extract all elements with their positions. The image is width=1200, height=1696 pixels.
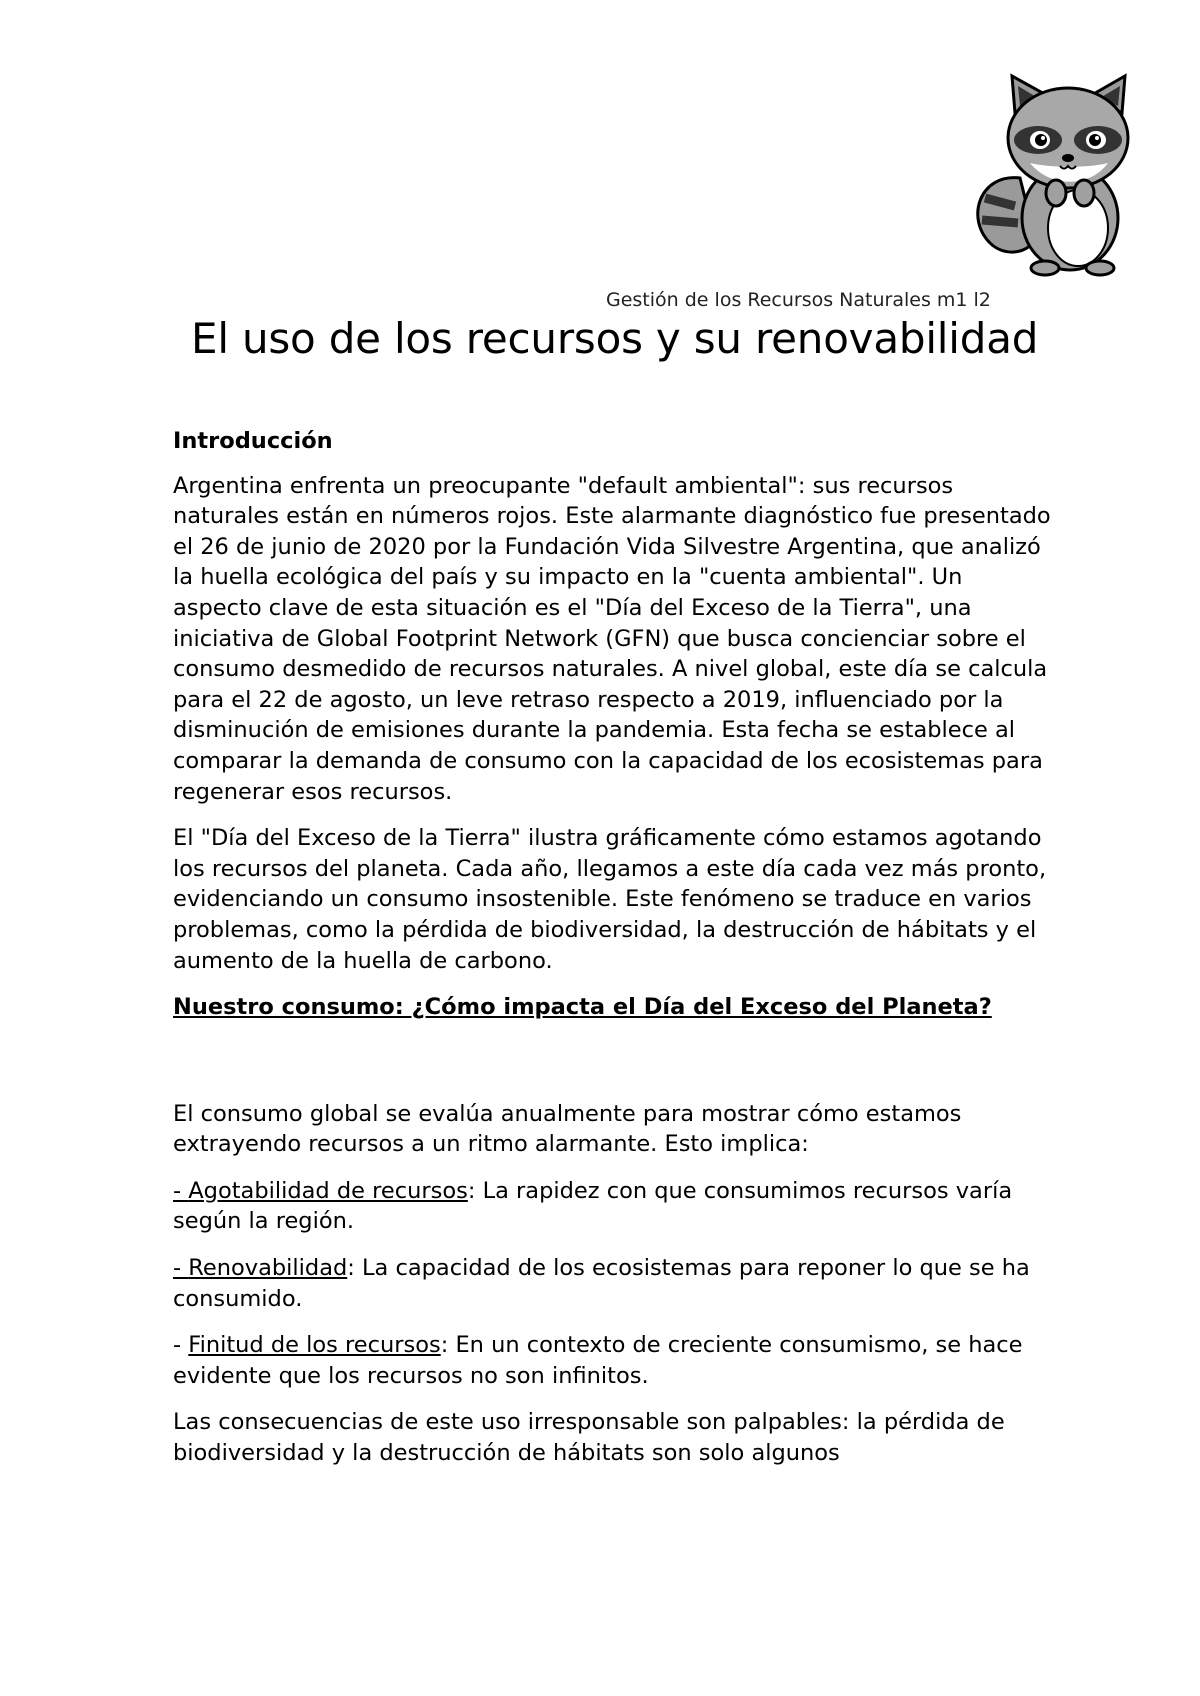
item-text: : En un contexto de creciente consumismo, se hace evidente que los recursos no son infinitos. bbox=[173, 1332, 1023, 1389]
document-subject: Gestión de los Recursos Naturales m1 l2 bbox=[606, 289, 991, 311]
item-text: : La rapidez con que consumimos recursos varía según la región. bbox=[173, 1177, 1013, 1235]
paragraph: Argentina enfrenta un preocupante "default ambiental": sus recursos naturales están en números rojos. Este alarmante diagnóstico fue presentado el 26 de junio de 2020 por la Fundación Vida Silvestre Argentina, que analizó la huella ecológica del país y su impacto en la "cuenta ambiental". Un aspecto clave de esta situación es el "Día del Exceso de la Tierra", una iniciativa de Global Footprint Network (GFN) que busca concienciar sobre el consumo desmedido de recursos naturales. A nivel global, este día se calcula para el 22 de agosto, un leve retraso respecto a 2019, influenciado por la disminución de emisiones durante la pandemia. Esta fecha se establece al comparar la demanda de consumo con la capacidad de los ecosistemas para regenerar esos recursos. bbox=[173, 472, 1051, 805]
item-prefix: - bbox=[173, 1332, 189, 1359]
closing-paragraph: Las consecuencias de este uso irresponsable son palpables: la pérdida de biodiversidad y la destrucción de hábitats son solo algunos bbox=[173, 1409, 1005, 1467]
item-term: Finitud de los recursos bbox=[188, 1332, 441, 1359]
intro-heading: Introducción bbox=[173, 428, 333, 454]
paragraph: El "Día del Exceso de la Tierra" ilustra gráficamente cómo estamos agotando los recursos del planeta. Cada año, llegamos a este día cada vez más pronto, evidenciando un consumo insostenible. Este fenómeno se traduce en varios problemas, como la pérdida de biodiversidad, la destrucción de hábitats y el aumento de la huella de carbono. bbox=[173, 825, 1047, 974]
list-item bbox=[173, 1176, 1053, 1237]
list-item bbox=[173, 1330, 1053, 1391]
list-item bbox=[173, 1253, 1053, 1314]
document-body bbox=[173, 426, 1053, 1485]
section-intro: El consumo global se evalúa anualmente para mostrar cómo estamos extrayendo recursos a un ritmo alarmante. Esto implica: bbox=[173, 1100, 962, 1158]
item-term: Agotabilidad de recursos bbox=[188, 1177, 468, 1204]
item-text: : La capacidad de los ecosistemas para reponer lo que se ha consumido. bbox=[173, 1255, 1030, 1312]
document-title: El uso de los recursos y su renovabilidad bbox=[191, 314, 1039, 363]
item-prefix: - bbox=[173, 1255, 189, 1282]
section-heading: Nuestro consumo: ¿Cómo impacta el Día del Exceso del Planeta? bbox=[173, 994, 992, 1021]
item-term: Renovabilidad bbox=[188, 1255, 348, 1282]
item-prefix: - bbox=[173, 1177, 189, 1204]
raccoon-illustration bbox=[960, 68, 1150, 278]
